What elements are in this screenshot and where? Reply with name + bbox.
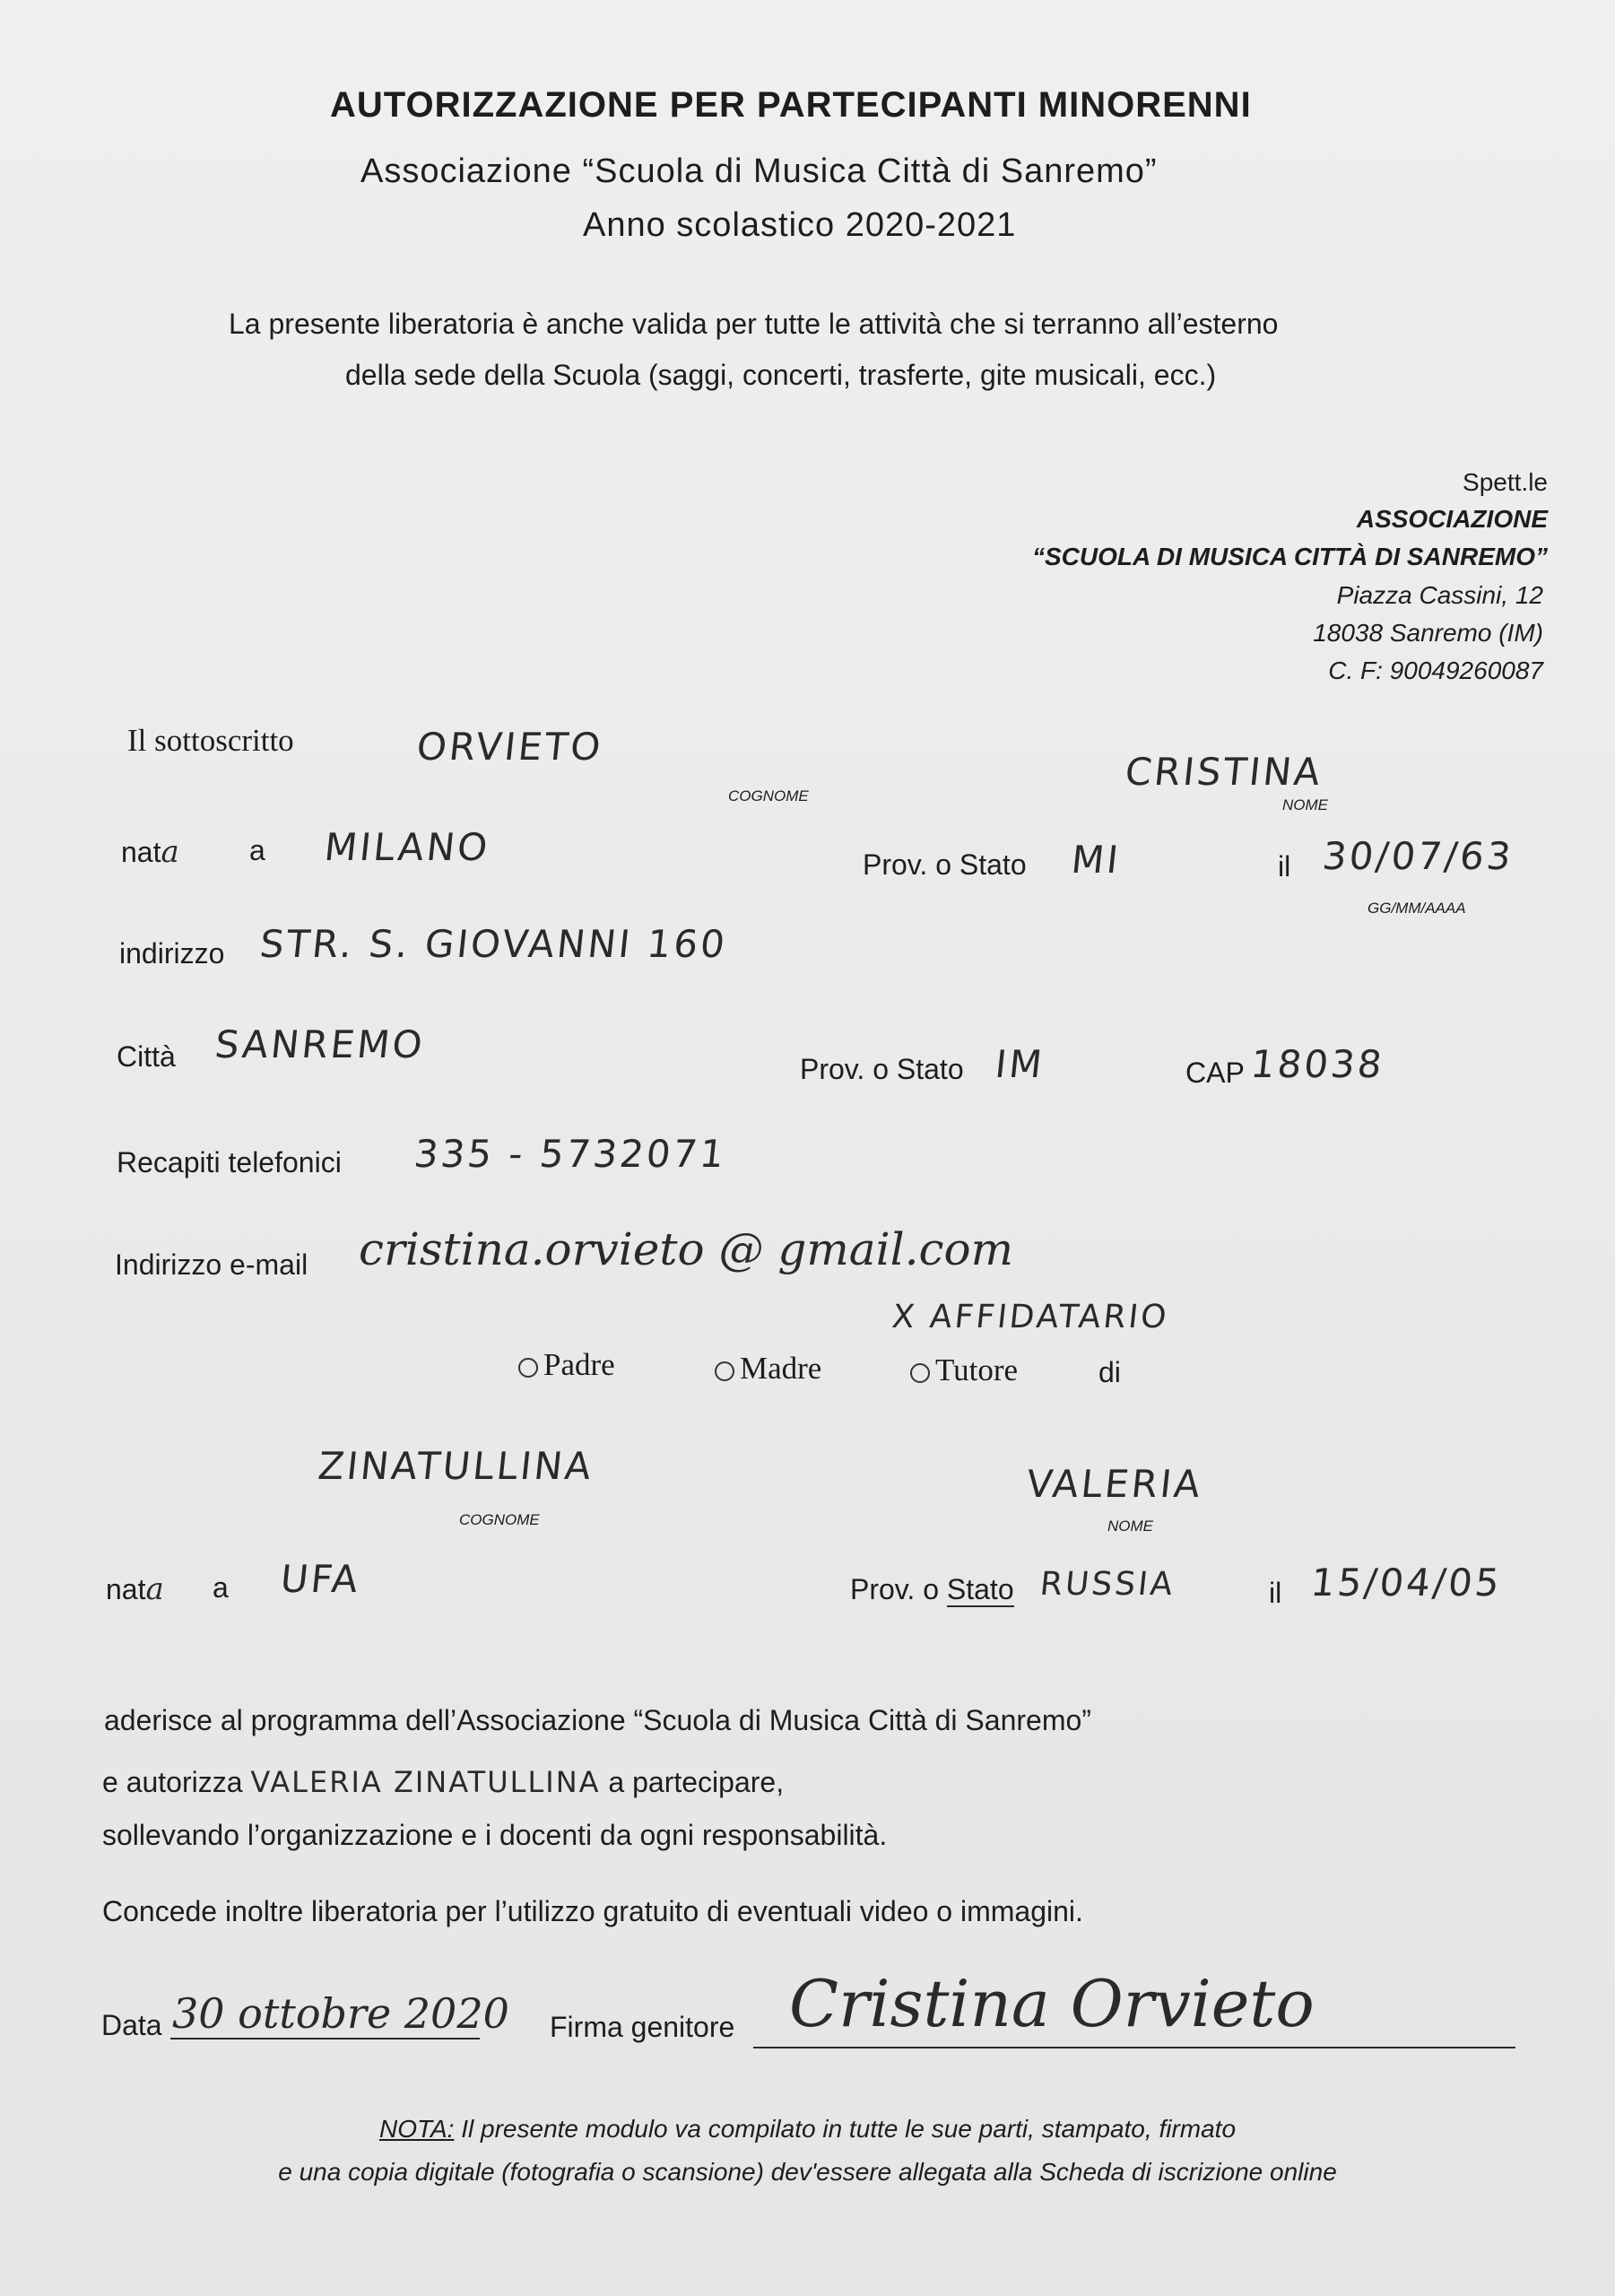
label-nome-2: NOME [1107,1518,1153,1535]
label-stato-underlined: Stato [946,1573,1014,1605]
label-prov-stato: Prov. o Stato [863,848,1027,881]
parent-firstname: CRISTINA [1123,750,1325,794]
declaration-line-1: aderisce al programma dell’Associazione “Scuola di Musica Città di Sanremo” [104,1704,1091,1736]
minor-firstname: VALERIA [1024,1462,1205,1506]
label-sottoscritto: Il sottoscritto [127,723,294,758]
recipient-city: 18038 Sanremo (IM) [1313,619,1543,647]
label-di: di [1098,1356,1121,1388]
parent-surname: ORVIETO [414,725,605,769]
note-line-2: e una copia digitale (fotografia o scansione) dev'essere allegata alla Scheda di iscrizione online [278,2158,1337,2186]
parent-phone: 335 - 5732071 [412,1132,729,1176]
signature-date: 30 ottobre 2020 [172,1989,509,2038]
recipient-name-1: ASSOCIAZIONE [1356,505,1548,533]
document-title: AUTORIZZAZIONE PER PARTECIPANTI MINORENNI [330,85,1252,125]
declaration-line-4: Concede inoltre liberatoria per l’utilizzo gratuito di eventuali video o immagini. [102,1895,1083,1927]
label-citta: Città [117,1040,176,1073]
declaration-line-3: sollevando l’organizzazione e i docenti da ogni responsabilità. [102,1819,888,1851]
label-nato-2: nat [106,1573,146,1605]
label-cognome-2: COGNOME [459,1511,540,1528]
parent-birth-city: MILANO [322,825,492,869]
radio-tutore-icon [910,1363,930,1383]
declaration-line-2: e autorizza VALERIA ZINATULLINA a partecipare, [102,1765,785,1799]
recipient-name-2: “SCUOLA DI MUSICA CITTÀ DI SANREMO” [1031,543,1548,570]
parent-role-written: X AFFIDATARIO [890,1299,1171,1335]
option-padre: Padre [518,1347,615,1383]
note-line-1: NOTA: Il presente modulo va compilato in tutte le sue parti, stampato, firmato [378,2115,1237,2143]
parent-birth-date: 30/07/63 [1320,834,1516,878]
label-email: Indirizzo e-mail [115,1248,308,1281]
parent-nato-suffix: a [161,834,179,870]
label-data: Data [101,2009,162,2041]
note-label: NOTA: [378,2115,455,2143]
label-a: a [249,834,265,866]
parent-cap: 18038 [1248,1042,1387,1086]
label-cognome: COGNOME [728,787,809,804]
parent-city: SANREMO [213,1022,428,1066]
school-year: Anno scolastico 2020-2021 [583,206,1017,244]
label-indirizzo: indirizzo [119,937,225,970]
recipient-salutation: Spett.le [1463,468,1548,496]
parent-prov: IM [993,1042,1047,1086]
minor-birth-city: UFA [278,1557,363,1601]
intro-line-2: della sede della Scuola (saggi, concerti, trasferte, gite musicali, ecc.) [345,359,1217,391]
minor-birth-state: RUSSIA [1038,1566,1177,1603]
label-il: il [1278,850,1291,883]
label-prov-o: Prov. o [850,1573,939,1605]
parent-signature: Cristina Orvieto [789,1966,1315,2041]
label-date-format: GG/MM/AAAA [1368,900,1466,917]
association-name: Associazione “Scuola di Musica Città di Sanremo” [360,152,1158,190]
parent-email: cristina.orvieto @ gmail.com [359,1223,1013,1275]
recipient-fiscal-code: C. F: 90049260087 [1328,657,1543,684]
label-nato: nat [121,836,161,868]
authorized-minor-name: VALERIA ZINATULLINA [250,1765,601,1799]
date-underline [170,2038,480,2039]
minor-birth-date: 15/04/05 [1308,1561,1505,1605]
recipient-address: Piazza Cassini, 12 [1336,581,1543,609]
label-firma-genitore: Firma genitore [550,2011,735,2043]
option-madre: Madre [715,1351,821,1387]
minor-surname: ZINATULLINA [316,1444,596,1488]
radio-madre-icon [715,1361,734,1381]
radio-padre-icon [518,1358,538,1378]
label-a-2: a [213,1571,229,1604]
minor-nato-suffix: a [145,1571,164,1607]
label-cap: CAP [1185,1057,1245,1089]
parent-birth-prov: MI [1069,838,1124,882]
label-il-2: il [1269,1577,1282,1609]
label-nome: NOME [1282,796,1328,813]
label-prov-stato-2: Prov. o Stato [800,1053,964,1085]
option-tutore: Tutore [910,1352,1018,1388]
intro-line-1: La presente liberatoria è anche valida per tutte le attività che si terranno all’esterno [229,308,1279,340]
parent-address: STR. S. GIOVANNI 160 [257,922,730,966]
label-telefono: Recapiti telefonici [117,1146,342,1178]
signature-underline [753,2047,1515,2048]
